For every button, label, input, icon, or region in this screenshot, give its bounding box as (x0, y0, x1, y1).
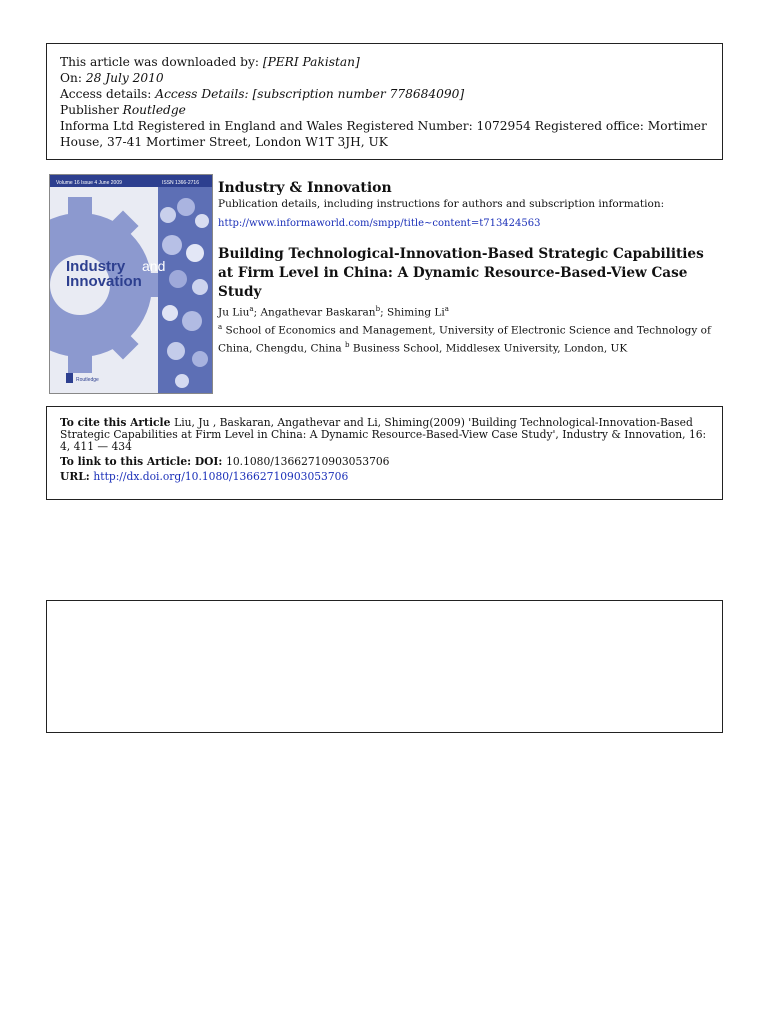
access-details-value: Access Details: [subscription number 778684090] (155, 87, 465, 101)
registration-info: Informa Ltd Registered in England and Wales Registered Number: 1072954 Registered office: Mortimer House, 37-41 Mortimer Street, London W1T 3JH, UK (60, 119, 707, 149)
author-li: ; Shiming Li (380, 306, 445, 319)
routledge-logo-text: Routledge (76, 377, 99, 383)
doi-label: To link to this Article: DOI: (60, 455, 227, 468)
article-authors (218, 302, 718, 320)
downloaded-by-line (60, 54, 710, 70)
cover-title-and: and (142, 258, 166, 274)
download-info-box (46, 43, 723, 160)
journal-title: Industry & Innovation (218, 180, 392, 196)
journal-cover-image (49, 174, 213, 394)
publisher-label: Publisher (60, 103, 123, 117)
cover-issn-text: ISSN 1366-2716 (162, 180, 199, 186)
url-row (60, 471, 710, 483)
cover-title-innovation: Innovation (66, 273, 142, 290)
download-date-line (60, 70, 710, 86)
downloaded-by-value: [PERI Pakistan] (262, 55, 360, 69)
cite-text: Liu, Ju , Baskaran, Angathevar and Li, Shiming(2009) 'Building Technological-Innovation-Based Strategic Capabilities at Firm Level in China: A Dynamic Resource-Based-View Case Study', Industry & Innovation, 16: 4, 411 — 434 (60, 416, 707, 453)
downloaded-by-label: This article was downloaded by: (60, 55, 263, 69)
publisher-line (60, 102, 710, 118)
cite-label: To cite this Article (60, 416, 175, 429)
citation-box (46, 406, 723, 500)
affil-a-text: School of Economics and Management, University of Electronic Science and Technology of China, Chengdu, China (218, 324, 711, 355)
doi-url-link[interactable]: http://dx.doi.org/10.1080/13662710903053706 (93, 470, 349, 483)
author-baskaran-affil: b (375, 305, 381, 313)
url-label: URL: (60, 470, 94, 483)
download-date-label: On: (60, 71, 86, 85)
cover-title-industry: Industry (66, 258, 126, 275)
doi-row (60, 456, 710, 468)
author-li-affil: a (444, 305, 449, 313)
affil-b-marker: b (345, 341, 350, 349)
cover-volume-text: Volume 16 Issue 4 June 2009 (56, 180, 122, 186)
affil-a-marker: a (218, 322, 223, 331)
empty-notice-box (46, 600, 723, 733)
journal-link[interactable]: http://www.informaworld.com/smpp/title~content=t713424563 (218, 218, 541, 229)
publication-details: Publication details, including instructions for authors and subscription information: (218, 198, 665, 210)
affiliations (218, 320, 718, 357)
affil-b-text: Business School, Middlesex University, London, UK (349, 342, 628, 355)
author-liu-affil: a (249, 305, 254, 313)
access-details-label: Access details: (60, 87, 156, 101)
article-title: Building Technological-Innovation-Based Strategic Capabilities at Firm Level in China: A Dynamic Resource-Based-View Case Study (218, 246, 704, 300)
cover-artwork (50, 175, 212, 393)
download-date-value: 28 July 2010 (85, 71, 164, 85)
author-baskaran: ; Angathevar Baskaran (253, 306, 376, 319)
cite-row (60, 417, 710, 453)
access-details-line (60, 86, 710, 102)
publisher-value: Routledge (122, 103, 186, 117)
sphere-pattern (158, 187, 212, 393)
doi-value: 10.1080/13662710903053706 (226, 455, 390, 468)
journal-info (218, 180, 718, 357)
author-liu: Ju Liu (218, 306, 250, 319)
